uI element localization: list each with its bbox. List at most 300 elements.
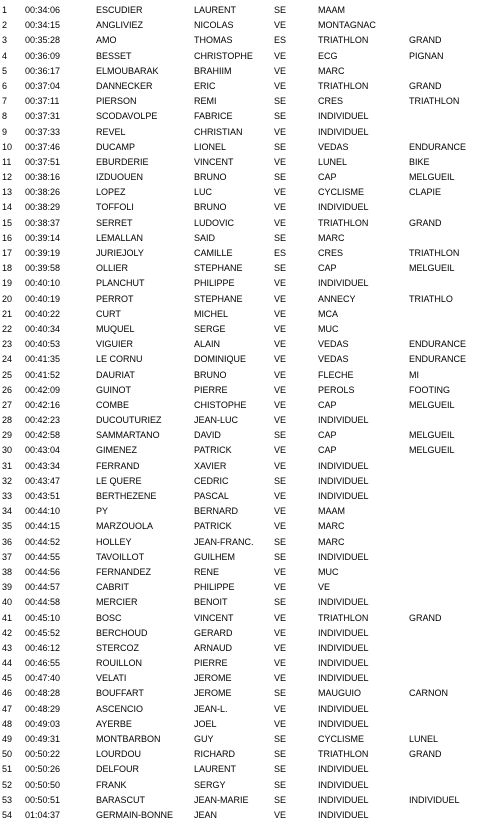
first-name-cell: PIERRE <box>194 658 228 669</box>
rank-cell: 27 <box>2 399 13 410</box>
category-cell: VE <box>274 703 287 714</box>
last-name-cell: PLANCHUT <box>96 278 145 289</box>
club-cell: INDIVIDUEL <box>318 673 369 684</box>
time-cell: 00:37:46 <box>25 141 61 152</box>
time-cell: 00:37:04 <box>25 80 61 91</box>
club-cell: INDIVIDUEL <box>318 202 369 213</box>
club-cell: INDIVIDUEL <box>318 278 369 289</box>
category-cell: SE <box>274 794 287 805</box>
club-cell: INDIVIDUEL <box>318 718 369 729</box>
last-name-cell: DANNECKER <box>96 80 153 91</box>
last-name-cell: ROUILLON <box>96 658 143 669</box>
last-name-cell: VELATI <box>96 673 127 684</box>
last-name-cell: VIGUIER <box>96 339 134 350</box>
club-detail-cell: FOOTING <box>409 384 450 395</box>
club-detail-cell: GRAND <box>409 612 442 623</box>
last-name-cell: BERTHEZENE <box>96 491 157 501</box>
club-cell: VEDAS <box>318 141 349 152</box>
rank-cell: 24 <box>2 354 13 365</box>
time-cell: 00:42:16 <box>25 399 61 410</box>
rank-cell: 48 <box>2 718 13 729</box>
result-row <box>0 671 487 686</box>
time-cell: 00:50:22 <box>25 749 61 760</box>
result-row <box>0 94 487 109</box>
rank-cell: 52 <box>2 779 13 790</box>
result-row <box>0 64 487 79</box>
last-name-cell: LE QUERE <box>96 475 142 486</box>
category-cell: VE <box>274 506 287 517</box>
result-row <box>0 246 487 261</box>
rank-cell: 30 <box>2 445 13 456</box>
result-row <box>0 413 487 428</box>
club-cell: CRES <box>318 96 344 107</box>
first-name-cell: LUC <box>194 187 213 198</box>
first-name-cell: BRUNO <box>194 202 227 213</box>
time-cell: 00:50:26 <box>25 764 61 775</box>
first-name-cell: LAURENT <box>194 764 237 775</box>
rank-cell: 35 <box>2 521 13 532</box>
category-cell: VE <box>274 156 287 167</box>
category-cell: SE <box>274 232 287 243</box>
category-cell: VE <box>274 278 287 289</box>
first-name-cell: DOMINIQUE <box>194 354 247 365</box>
result-row <box>0 504 487 519</box>
last-name-cell: MUQUEL <box>96 323 135 334</box>
first-name-cell: LUDOVIC <box>194 217 235 228</box>
last-name-cell: AMO <box>96 35 117 46</box>
last-name-cell: REVEL <box>96 126 126 137</box>
rank-cell: 10 <box>2 141 13 152</box>
rank-cell: 14 <box>2 202 13 213</box>
category-cell: VE <box>274 718 287 729</box>
time-cell: 00:39:14 <box>25 232 61 243</box>
club-cell: TRIATHLON <box>318 35 369 46</box>
club-detail-cell: TRIATHLO <box>409 293 453 304</box>
rank-cell: 47 <box>2 703 13 714</box>
time-cell: 00:41:35 <box>25 354 61 365</box>
rank-cell: 51 <box>2 764 13 775</box>
club-detail-cell: TRIATHLON <box>409 248 460 258</box>
result-row <box>0 200 487 215</box>
time-cell: 00:50:51 <box>25 794 61 805</box>
first-name-cell: GERARD <box>194 627 233 638</box>
rank-cell: 53 <box>2 794 13 805</box>
category-cell: VE <box>274 612 287 623</box>
club-cell: INDIVIDUEL <box>318 809 369 820</box>
time-cell: 00:37:51 <box>25 156 61 167</box>
category-cell: VE <box>274 50 287 61</box>
result-row <box>0 383 487 398</box>
result-row <box>0 686 487 701</box>
club-cell: MARC <box>318 65 345 76</box>
time-cell: 00:44:57 <box>25 582 61 593</box>
rank-cell: 44 <box>2 658 13 669</box>
category-cell: ES <box>274 35 287 46</box>
first-name-cell: THOMAS <box>194 35 233 46</box>
first-name-cell: SAID <box>194 232 216 243</box>
category-cell: SE <box>274 536 287 547</box>
rank-cell: 13 <box>2 187 13 198</box>
club-cell: INDIVIDUEL <box>318 703 369 714</box>
time-cell: 00:44:55 <box>25 551 61 562</box>
last-name-cell: PERROT <box>96 293 134 304</box>
club-cell: CAP <box>318 445 337 456</box>
rank-cell: 8 <box>2 111 8 122</box>
time-cell: 00:45:10 <box>25 612 61 623</box>
result-row <box>0 793 487 808</box>
last-name-cell: HOLLEY <box>96 536 132 547</box>
result-row <box>0 459 487 474</box>
last-name-cell: GIMENEZ <box>96 445 138 456</box>
category-cell: VE <box>274 323 287 334</box>
first-name-cell: BERNARD <box>194 506 239 517</box>
club-detail-cell: GRAND <box>409 217 442 228</box>
rank-cell: 45 <box>2 673 13 684</box>
rank-cell: 39 <box>2 582 13 593</box>
result-row <box>0 79 487 94</box>
category-cell: SE <box>274 263 287 274</box>
rank-cell: 7 <box>2 96 8 107</box>
club-cell: MARC <box>318 521 345 532</box>
result-row <box>0 535 487 550</box>
last-name-cell: BARASCUT <box>96 794 146 805</box>
club-cell: CAP <box>318 263 337 274</box>
first-name-cell: PHILIPPE <box>194 278 235 289</box>
rank-cell: 11 <box>2 156 12 167</box>
last-name-cell: CURT <box>96 308 121 319</box>
time-cell: 00:43:47 <box>25 475 61 486</box>
time-cell: 00:37:33 <box>25 126 61 137</box>
result-row <box>0 125 487 140</box>
first-name-cell: STEPHANE <box>194 293 243 304</box>
rank-cell: 20 <box>2 293 13 304</box>
category-cell: SE <box>274 597 287 608</box>
rank-cell: 41 <box>2 612 13 623</box>
club-cell: MAAM <box>318 5 345 15</box>
club-detail-cell: PIGNAN <box>409 50 444 61</box>
club-cell: CAP <box>318 430 337 441</box>
category-cell: VE <box>274 415 287 426</box>
result-row <box>0 702 487 717</box>
rank-cell: 36 <box>2 536 13 547</box>
category-cell: VE <box>274 809 287 820</box>
first-name-cell: BRAHIIM <box>194 65 232 76</box>
time-cell: 00:44:58 <box>25 597 61 608</box>
result-row <box>0 474 487 489</box>
result-row <box>0 140 487 155</box>
club-cell: INDIVIDUEL <box>318 779 369 790</box>
club-cell: MAAM <box>318 506 345 517</box>
rank-cell: 33 <box>2 491 13 501</box>
rank-cell: 31 <box>2 460 13 471</box>
time-cell: 00:40:22 <box>25 308 61 319</box>
last-name-cell: BOSC <box>96 612 122 623</box>
club-cell: INDIVIDUEL <box>318 597 369 608</box>
category-cell: SE <box>274 551 287 562</box>
club-detail-cell: CLAPIE <box>409 187 442 198</box>
time-cell: 00:43:34 <box>25 460 61 471</box>
club-cell: VEDAS <box>318 339 349 350</box>
club-detail-cell: MELGUEIL <box>409 430 455 441</box>
time-cell: 00:44:10 <box>25 506 61 517</box>
club-detail-cell: GRAND <box>409 80 442 91</box>
result-row <box>0 322 487 337</box>
first-name-cell: DAVID <box>194 430 221 441</box>
club-detail-cell: MELGUEIL <box>409 445 455 456</box>
rank-cell: 21 <box>2 308 13 319</box>
time-cell: 00:38:26 <box>25 187 61 198</box>
rank-cell: 40 <box>2 597 13 608</box>
rank-cell: 3 <box>2 35 8 46</box>
first-name-cell: JEAN-FRANC. <box>194 536 254 547</box>
first-name-cell: BRUNO <box>194 369 227 380</box>
result-row <box>0 261 487 276</box>
time-cell: 00:49:03 <box>25 718 61 729</box>
result-row <box>0 732 487 747</box>
result-row <box>0 109 487 124</box>
category-cell: VE <box>274 369 287 380</box>
category-cell: SE <box>274 734 287 744</box>
club-detail-cell: GRAND <box>409 749 442 760</box>
result-row <box>0 368 487 383</box>
club-detail-cell: MELGUEIL <box>409 172 455 183</box>
category-cell: SE <box>274 779 287 790</box>
time-cell: 00:46:55 <box>25 658 61 669</box>
last-name-cell: IZDUOUEN <box>96 172 143 183</box>
last-name-cell: JURIEJOLY <box>96 248 144 258</box>
last-name-cell: DUCAMP <box>96 141 136 152</box>
result-row <box>0 656 487 671</box>
last-name-cell: TAVOILLOT <box>96 551 145 562</box>
first-name-cell: SERGE <box>194 323 226 334</box>
first-name-cell: RENE <box>194 566 220 577</box>
club-detail-cell: MELGUEIL <box>409 263 455 274</box>
club-cell: INDIVIDUEL <box>318 794 369 805</box>
category-cell: VE <box>274 445 287 456</box>
last-name-cell: ANGLIVIEZ <box>96 20 144 31</box>
category-cell: VE <box>274 566 287 577</box>
category-cell: VE <box>274 126 287 137</box>
club-detail-cell: BIKE <box>409 156 430 167</box>
club-cell: TRIATHLON <box>318 612 369 623</box>
time-cell: 00:49:31 <box>25 734 61 744</box>
time-cell: 00:42:23 <box>25 415 61 426</box>
club-cell: TRIATHLON <box>318 749 369 760</box>
last-name-cell: SCODAVOLPE <box>96 111 158 122</box>
time-cell: 00:48:28 <box>25 688 61 699</box>
rank-cell: 43 <box>2 642 13 653</box>
last-name-cell: GUINOT <box>96 384 131 395</box>
club-cell: INDIVIDUEL <box>318 551 369 562</box>
first-name-cell: SERGY <box>194 779 226 790</box>
result-row <box>0 33 487 48</box>
club-detail-cell: ENDURANCE <box>409 339 467 350</box>
rank-cell: 23 <box>2 339 13 350</box>
last-name-cell: BERCHOUD <box>96 627 148 638</box>
last-name-cell: ESCUDIER <box>96 5 143 15</box>
first-name-cell: STEPHANE <box>194 263 243 274</box>
club-cell: VEDAS <box>318 354 349 365</box>
club-cell: INDIVIDUEL <box>318 627 369 638</box>
category-cell: SE <box>274 475 287 486</box>
club-cell: INDIVIDUEL <box>318 642 369 653</box>
rank-cell: 26 <box>2 384 13 395</box>
club-cell: MAUGUIO <box>318 688 362 699</box>
last-name-cell: PIERSON <box>96 96 137 107</box>
first-name-cell: JEROME <box>194 688 232 699</box>
rank-cell: 49 <box>2 734 13 744</box>
first-name-cell: JOEL <box>194 718 217 729</box>
last-name-cell: STERCOZ <box>96 642 140 653</box>
category-cell: SE <box>274 430 287 441</box>
last-name-cell: TOFFOLI <box>96 202 134 213</box>
first-name-cell: XAVIER <box>194 460 227 471</box>
first-name-cell: BRUNO <box>194 172 227 183</box>
first-name-cell: CAMILLE <box>194 248 233 258</box>
time-cell: 00:43:04 <box>25 445 61 456</box>
club-cell: MCA <box>318 308 338 319</box>
rank-cell: 25 <box>2 369 13 380</box>
last-name-cell: DAURIAT <box>96 369 135 380</box>
first-name-cell: RICHARD <box>194 749 236 760</box>
category-cell: SE <box>274 111 287 122</box>
first-name-cell: PIERRE <box>194 384 228 395</box>
last-name-cell: MERCIER <box>96 597 138 608</box>
last-name-cell: PY <box>96 506 109 517</box>
result-row <box>0 595 487 610</box>
club-cell: ECG <box>318 50 338 61</box>
category-cell: VE <box>274 308 287 319</box>
result-row <box>0 626 487 641</box>
result-row <box>0 808 487 823</box>
result-row <box>0 428 487 443</box>
time-cell: 00:40:53 <box>25 339 61 350</box>
rank-cell: 6 <box>2 80 8 91</box>
last-name-cell: AYERBE <box>96 718 132 729</box>
club-cell: INDIVIDUEL <box>318 460 369 471</box>
club-cell: INDIVIDUEL <box>318 475 369 486</box>
result-row <box>0 216 487 231</box>
club-detail-cell: INDIVIDUEL <box>409 794 460 805</box>
club-cell: PEROLS <box>318 384 355 395</box>
last-name-cell: COMBE <box>96 399 130 410</box>
first-name-cell: PASCAL <box>194 491 229 501</box>
first-name-cell: PATRICK <box>194 445 232 456</box>
club-cell: LUNEL <box>318 156 348 167</box>
first-name-cell: JEAN <box>194 809 218 820</box>
result-row <box>0 352 487 367</box>
club-detail-cell: LUNEL <box>409 734 439 744</box>
result-row <box>0 565 487 580</box>
result-row <box>0 580 487 595</box>
category-cell: VE <box>274 491 287 501</box>
category-cell: VE <box>274 202 287 213</box>
time-cell: 00:38:16 <box>25 172 61 183</box>
club-cell: TRIATHLON <box>318 217 369 228</box>
last-name-cell: ASCENCIO <box>96 703 144 714</box>
rank-cell: 54 <box>2 809 13 820</box>
first-name-cell: PHILIPPE <box>194 582 235 593</box>
first-name-cell: CHRISTOPHE <box>194 50 253 61</box>
rank-cell: 16 <box>2 232 13 243</box>
category-cell: SE <box>274 96 287 107</box>
club-cell: INDIVIDUEL <box>318 658 369 669</box>
result-row <box>0 443 487 458</box>
rank-cell: 18 <box>2 263 13 274</box>
club-cell: INDIVIDUEL <box>318 415 369 426</box>
category-cell: SE <box>274 172 287 183</box>
time-cell: 00:42:09 <box>25 384 61 395</box>
last-name-cell: SERRET <box>96 217 133 228</box>
time-cell: 00:40:19 <box>25 293 61 304</box>
first-name-cell: MICHEL <box>194 308 229 319</box>
first-name-cell: ARNAUD <box>194 642 233 653</box>
last-name-cell: LOPEZ <box>96 187 126 198</box>
result-row <box>0 398 487 413</box>
result-row <box>0 717 487 732</box>
category-cell: SE <box>274 5 287 15</box>
time-cell: 00:34:06 <box>25 5 61 15</box>
rank-cell: 38 <box>2 566 13 577</box>
rank-cell: 19 <box>2 278 13 289</box>
club-cell: CAP <box>318 399 337 410</box>
rank-cell: 32 <box>2 475 13 486</box>
result-row <box>0 3 487 18</box>
rank-cell: 15 <box>2 217 13 228</box>
first-name-cell: JEAN-LUC <box>194 415 239 426</box>
last-name-cell: SAMMARTANO <box>96 430 160 441</box>
time-cell: 00:39:58 <box>25 263 61 274</box>
last-name-cell: CABRIT <box>96 582 130 593</box>
result-row <box>0 276 487 291</box>
category-cell: VE <box>274 642 287 653</box>
first-name-cell: LAURENT <box>194 5 237 15</box>
first-name-cell: NICOLAS <box>194 20 234 31</box>
result-row <box>0 611 487 626</box>
club-cell: MONTAGNAC <box>318 20 376 31</box>
first-name-cell: CHISTOPHE <box>194 399 247 410</box>
first-name-cell: LIONEL <box>194 141 227 152</box>
first-name-cell: VINCENT <box>194 612 234 623</box>
club-detail-cell: MELGUEIL <box>409 399 455 410</box>
time-cell: 00:44:52 <box>25 536 61 547</box>
club-detail-cell: MI <box>409 369 419 380</box>
time-cell: 00:37:31 <box>25 111 61 122</box>
time-cell: 00:42:58 <box>25 430 61 441</box>
last-name-cell: GERMAIN-BONNE <box>96 809 174 820</box>
result-row <box>0 185 487 200</box>
category-cell: VE <box>274 339 287 350</box>
club-cell: CYCLISME <box>318 734 365 744</box>
first-name-cell: FABRICE <box>194 111 233 122</box>
time-cell: 00:44:15 <box>25 521 61 532</box>
time-cell: 00:40:34 <box>25 323 61 334</box>
time-cell: 00:48:29 <box>25 703 61 714</box>
last-name-cell: LE CORNU <box>96 354 143 365</box>
time-cell: 00:47:40 <box>25 673 61 684</box>
rank-cell: 17 <box>2 248 13 258</box>
category-cell: SE <box>274 764 287 775</box>
category-cell: VE <box>274 217 287 228</box>
result-row <box>0 550 487 565</box>
category-cell: VE <box>274 187 287 198</box>
time-cell: 00:44:56 <box>25 566 61 577</box>
last-name-cell: ELMOUBARAK <box>96 65 159 76</box>
club-cell: INDIVIDUEL <box>318 126 369 137</box>
time-cell: 00:37:11 <box>25 96 60 107</box>
category-cell: VE <box>274 293 287 304</box>
time-cell: 00:43:51 <box>25 491 61 501</box>
